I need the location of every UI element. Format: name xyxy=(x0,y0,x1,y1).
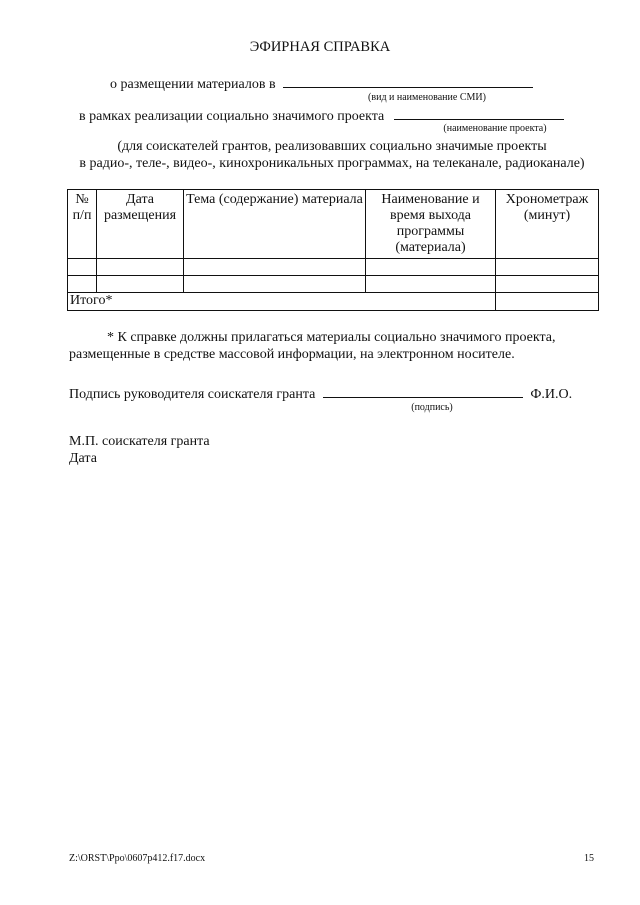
project-blank xyxy=(394,106,564,120)
project-caption: (наименование проекта) xyxy=(443,123,547,134)
note-line-1: (для соискателей грантов, реализовавших социально значимые проекты xyxy=(117,139,547,154)
col-date-header: Дата размещения xyxy=(97,190,184,259)
table-cell xyxy=(68,259,97,276)
media-caption: (вид и наименование СМИ) xyxy=(368,92,486,103)
table-cell xyxy=(97,259,184,276)
signature-caption: (подпись) xyxy=(411,402,453,413)
table-row xyxy=(68,259,599,276)
table-row xyxy=(68,276,599,293)
table-cell xyxy=(97,276,184,293)
signature-label: Подпись руководителя соискателя гранта xyxy=(69,387,316,402)
table-cell xyxy=(184,276,366,293)
footnote-line-2: размещенные в средстве массовой информации, на электронном носителе. xyxy=(69,347,515,362)
media-label: о размещении материалов в xyxy=(110,77,276,92)
col-number-header: № п/п xyxy=(68,190,97,259)
stamp-label: М.П. соискателя гранта xyxy=(69,434,210,449)
table-header-row xyxy=(68,190,599,259)
document-title: ЭФИРНАЯ СПРАВКА xyxy=(249,39,391,55)
total-label: Итого* xyxy=(68,293,496,311)
footer-file-path: Z:\ORST\Ppo\0607p412.f17.docx xyxy=(69,853,206,864)
note-line-2: в радио-, теле-, видео-, кинохроникальных программах, на телеканале, радиоканале) xyxy=(79,156,585,171)
signature-blank xyxy=(323,384,523,398)
col-duration-header: Хронометраж (минут) xyxy=(496,190,599,259)
signature-line xyxy=(69,384,572,403)
col-topic-header: Тема (содержание) материала xyxy=(184,190,366,259)
project-label: в рамках реализации социально значимого проекта xyxy=(79,109,385,124)
table-cell xyxy=(68,276,97,293)
table-cell xyxy=(366,259,496,276)
table-cell xyxy=(366,276,496,293)
page-number: 15 xyxy=(584,853,594,864)
date-label: Дата xyxy=(69,451,97,466)
table-total-row xyxy=(68,293,599,311)
signature-fio: Ф.И.О. xyxy=(530,387,573,402)
media-blank xyxy=(283,74,533,88)
table-cell xyxy=(496,276,599,293)
col-program-header: Наименование и время выхода программы (материала) xyxy=(366,190,496,259)
broadcast-table xyxy=(67,189,599,311)
table-cell xyxy=(496,259,599,276)
total-value-cell xyxy=(496,293,599,311)
table-cell xyxy=(184,259,366,276)
footnote-line-1: * К справке должны прилагаться материалы социально значимого проекта, xyxy=(107,330,556,345)
media-line xyxy=(110,74,533,93)
